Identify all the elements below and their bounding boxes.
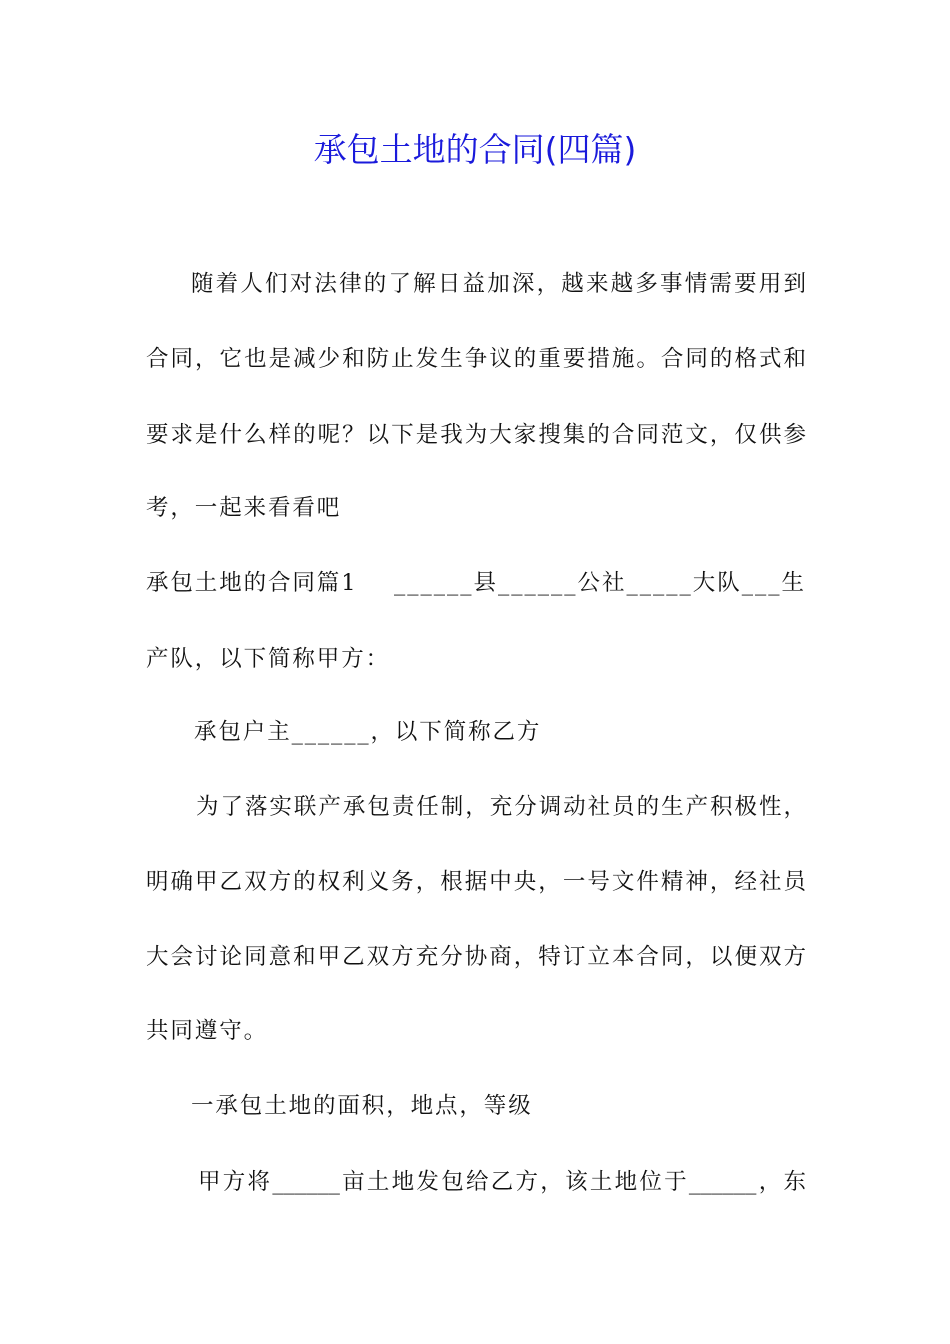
purpose-line-3: 大会讨论同意和甲乙双方充分协商，特订立本合同，以便双方	[146, 944, 806, 970]
party-a-line-2: 产队，以下简称甲方：	[146, 646, 391, 672]
clause1-heading: 一承包土地的面积，地点，等级	[191, 1093, 533, 1119]
section1-heading-row	[146, 567, 806, 599]
clause1-text: 甲方将______亩土地发包给乙方，该土地位于______，东	[198, 1169, 806, 1195]
purpose-line-2: 明确甲乙双方的权利义务，根据中央，一号文件精神，经社员	[146, 869, 806, 895]
party-b-line: 承包户主______，以下简称乙方	[194, 719, 542, 745]
intro-line-3: 要求是什么样的呢？以下是我为大家搜集的合同范文，仅供参	[146, 422, 806, 448]
intro-line-2: 合同，它也是减少和防止发生争议的重要措施。合同的格式和	[146, 346, 806, 372]
document-title: 承包土地的合同(四篇)	[313, 130, 637, 169]
party-a-line-1: ______县______公社_____大队___生	[393, 570, 806, 596]
intro-line-1: 随着人们对法律的了解日益加深，越来越多事情需要用到	[191, 271, 806, 297]
purpose-line-4: 共同遵守。	[146, 1018, 269, 1044]
purpose-line-1: 为了落实联产承包责任制，充分调动社员的生产积极性，	[196, 794, 806, 820]
section1-heading: 承包土地的合同篇1	[146, 570, 358, 596]
intro-line-4: 考，一起来看看吧	[146, 495, 342, 521]
